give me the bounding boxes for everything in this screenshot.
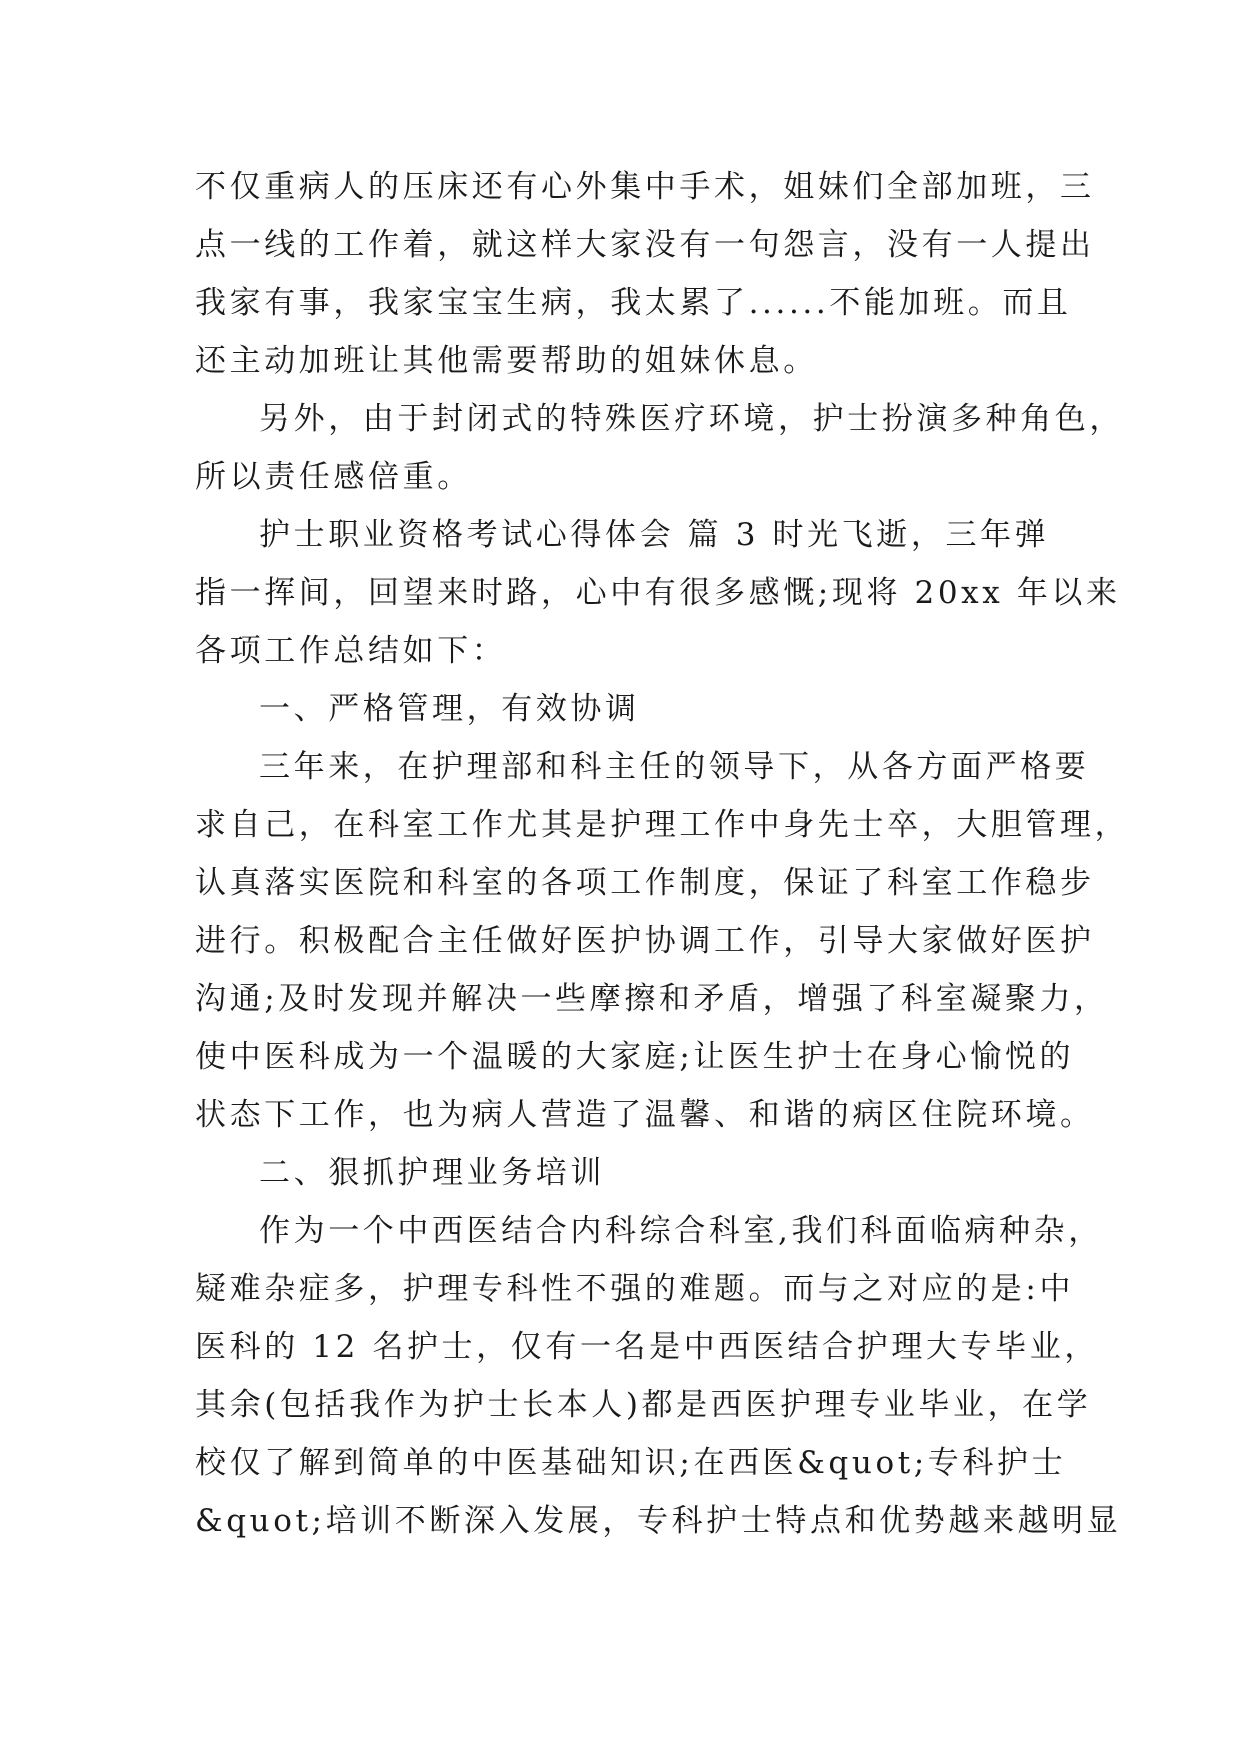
text-line: 所以责任感倍重。 [195, 459, 472, 495]
text-line: 校仅了解到简单的中医基础知识;在西医&quot;专科护士 [195, 1445, 1067, 1481]
text-line: 指一挥间，回望来时路，心中有很多感慨;现将 20xx 年以来 [195, 575, 1121, 611]
text-line: 点一线的工作着，就这样大家没有一句怨言，没有一人提出 [195, 227, 1095, 263]
text-line: 认真落实医院和科室的各项工作制度，保证了科室工作稳步 [195, 865, 1095, 901]
text-line: 护士职业资格考试心得体会 篇 3 时光飞逝，三年弹 [259, 517, 1050, 553]
text-line: 我家有事，我家宝宝生病，我太累了......不能加班。而且 [195, 285, 1072, 321]
text-line: 其余(包括我作为护士长本人)都是西医护理专业毕业，在学 [195, 1387, 1092, 1423]
text-line: &quot;培训不断深入发展，专科护士特点和优势越来越明显 [195, 1503, 1122, 1539]
text-line: 求自己，在科室工作尤其是护理工作中身先士卒，大胆管理， [195, 807, 1130, 843]
text-line: 疑难杂症多，护理专科性不强的难题。而与之对应的是:中 [195, 1271, 1075, 1307]
text-line: 医科的 12 名护士，仅有一名是中西医结合护理大专毕业， [195, 1329, 1099, 1365]
text-line: 使中医科成为一个温暖的大家庭;让医生护士在身心愉悦的 [195, 1039, 1075, 1075]
text-line: 另外，由于封闭式的特殊医疗环境，护士扮演多种角色， [259, 401, 1124, 437]
text-line: 进行。积极配合主任做好医护协调工作，引导大家做好医护 [195, 923, 1095, 959]
body-text [195, 158, 1130, 1550]
text-line: 还主动加班让其他需要帮助的姐妹休息。 [195, 343, 818, 379]
text-line: 作为一个中西医结合内科综合科室,我们科面临病种杂， [259, 1213, 1103, 1249]
text-line: 沟通;及时发现并解决一些摩擦和矛盾，增强了科室凝聚力， [195, 981, 1109, 1017]
text-line: 三年来，在护理部和科主任的领导下，从各方面严格要 [259, 749, 1090, 785]
text-line: 状态下工作，也为病人营造了温馨、和谐的病区住院环境。 [195, 1097, 1095, 1133]
text-line: 二、狠抓护理业务培训 [259, 1155, 605, 1191]
text-line: 不仅重病人的压床还有心外集中手术，姐妹们全部加班，三 [195, 169, 1095, 205]
text-line: 各项工作总结如下： [195, 633, 507, 669]
text-line: 一、严格管理，有效协调 [259, 691, 640, 727]
